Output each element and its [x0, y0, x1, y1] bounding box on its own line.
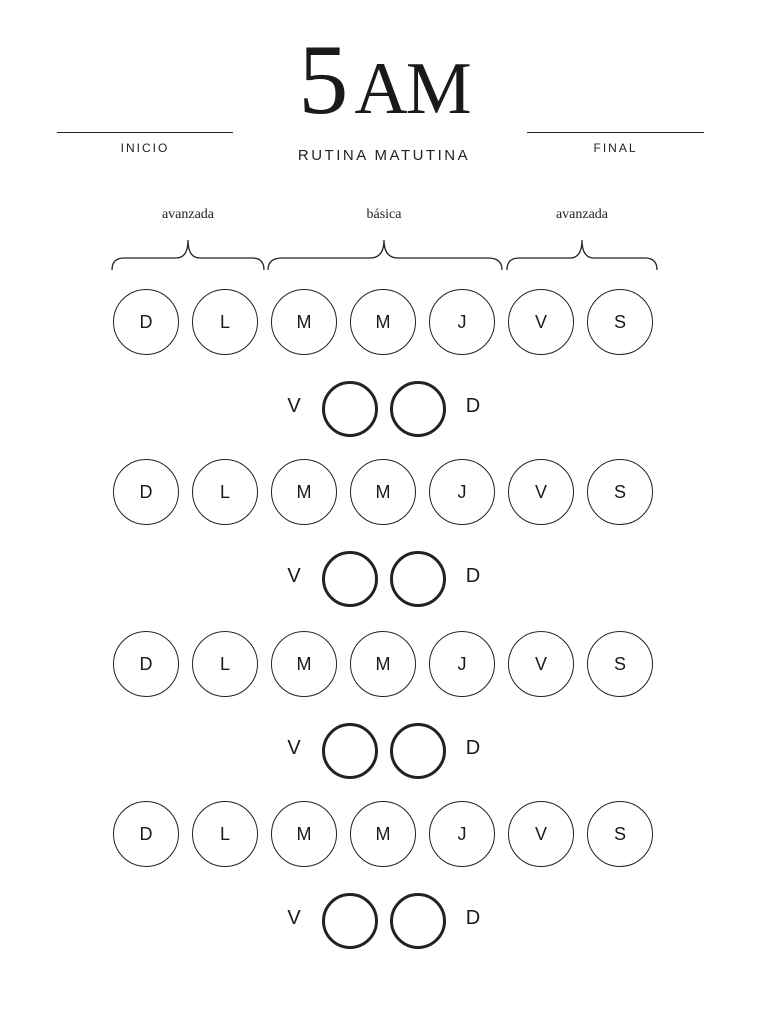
day-circle[interactable]: M — [350, 631, 416, 697]
check-circle-left[interactable] — [322, 551, 378, 607]
check-circle-right[interactable] — [390, 723, 446, 779]
day-circle[interactable]: D — [113, 459, 179, 525]
day-circle[interactable]: S — [587, 631, 653, 697]
day-circle[interactable]: L — [192, 631, 258, 697]
group-label-left: avanzada — [161, 207, 215, 222]
week-row — [0, 289, 768, 359]
brace-center — [268, 240, 502, 270]
day-circle[interactable]: M — [350, 459, 416, 525]
day-circle[interactable]: V — [508, 801, 574, 867]
check-label-right: D — [465, 565, 481, 587]
check-row — [0, 893, 768, 953]
day-circle[interactable]: V — [508, 459, 574, 525]
day-circle[interactable]: S — [587, 801, 653, 867]
check-label-right: D — [465, 737, 481, 759]
week-row — [0, 459, 768, 529]
day-circle[interactable]: D — [113, 801, 179, 867]
brace-right — [507, 240, 657, 270]
day-circle[interactable]: V — [508, 289, 574, 355]
check-circle-right[interactable] — [390, 551, 446, 607]
day-circle[interactable]: L — [192, 459, 258, 525]
day-circle[interactable]: L — [192, 801, 258, 867]
day-circle[interactable]: J — [429, 289, 495, 355]
day-circle[interactable]: J — [429, 459, 495, 525]
check-circle-right[interactable] — [390, 893, 446, 949]
day-circle[interactable]: M — [271, 631, 337, 697]
check-label-right: D — [465, 395, 481, 417]
end-label: FINAL — [593, 141, 638, 155]
day-circle[interactable]: M — [271, 459, 337, 525]
check-circle-right[interactable] — [390, 381, 446, 437]
check-row — [0, 723, 768, 783]
day-circle[interactable]: L — [192, 289, 258, 355]
group-braces — [0, 0, 768, 290]
day-circle[interactable]: D — [113, 289, 179, 355]
logo-text: AM — [354, 48, 470, 130]
group-label-right: avanzada — [555, 207, 609, 222]
day-circle[interactable]: M — [271, 289, 337, 355]
day-circle[interactable]: M — [350, 289, 416, 355]
check-label-left: V — [287, 737, 301, 759]
day-circle[interactable]: J — [429, 631, 495, 697]
check-label-left: V — [287, 395, 301, 417]
day-circle[interactable]: M — [350, 801, 416, 867]
brace-left — [112, 240, 264, 270]
check-label-right: D — [465, 907, 481, 929]
start-label: INICIO — [120, 141, 170, 155]
week-row — [0, 801, 768, 871]
check-circle-left[interactable] — [322, 723, 378, 779]
week-row — [0, 631, 768, 701]
day-circle[interactable]: S — [587, 459, 653, 525]
day-circle[interactable]: M — [271, 801, 337, 867]
check-label-left: V — [287, 907, 301, 929]
day-circle[interactable]: V — [508, 631, 574, 697]
day-circle[interactable]: D — [113, 631, 179, 697]
check-row — [0, 381, 768, 441]
day-circle[interactable]: J — [429, 801, 495, 867]
check-row — [0, 551, 768, 611]
logo-number: 5 — [298, 24, 349, 135]
day-circle[interactable]: S — [587, 289, 653, 355]
check-label-left: V — [287, 565, 301, 587]
check-circle-left[interactable] — [322, 893, 378, 949]
group-label-center: básica — [366, 207, 402, 222]
check-circle-left[interactable] — [322, 381, 378, 437]
subtitle: RUTINA MATUTINA — [297, 147, 471, 164]
